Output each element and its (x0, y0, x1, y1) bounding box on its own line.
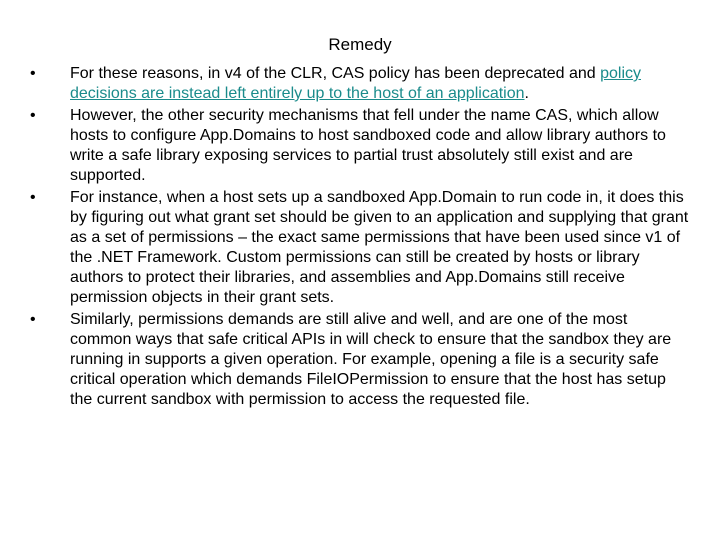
bullet-text: Similarly, permissions demands are still alive and well, and are one of the most common ways that safe critical APIs in will check to ensure that the sandbox they are running in supports a given operation. For example, opening a file is a security safe critical operation which demands FileIOPermission to ensure that the host has setup the current sandbox with permission to access the requested file. (70, 311, 672, 408)
bullet-marker: • (30, 107, 36, 124)
bullet-text: However, the other security mechanisms that fell under the name CAS, which allow hosts to configure App.Domains to host sandboxed code and allow library authors to write a safe library exposing services to partial trust absolutely still exist and are supported. (70, 107, 666, 184)
bullet-item (30, 188, 690, 308)
bullet-item (30, 64, 690, 104)
bullet-marker: • (30, 65, 36, 82)
bullet-text: For instance, when a host sets up a sandboxed App.Domain to run code in, it does this by figuring out what grant set should be given to an application and supplying that grant as a set of permissions – the exact same permissions that have been used since v1 of the .NET Framework. Custom permissions can still be created by hosts or library authors to protect their libraries, and assemblies and App.Domains still receive permission objects in their grant sets. (70, 189, 689, 306)
policy-link[interactable]: policy decisions are instead left entirely up to the host of an application (70, 65, 641, 102)
bullet-item (30, 310, 690, 410)
bullet-text-end: . (524, 85, 529, 102)
bullet-list (30, 64, 690, 412)
bullet-text: For these reasons, in v4 of the CLR, CAS policy has been deprecated and (70, 65, 601, 82)
bullet-marker: • (30, 311, 36, 328)
slide-title: Remedy (328, 35, 392, 54)
bullet-item (30, 106, 690, 186)
bullet-marker: • (30, 189, 36, 206)
